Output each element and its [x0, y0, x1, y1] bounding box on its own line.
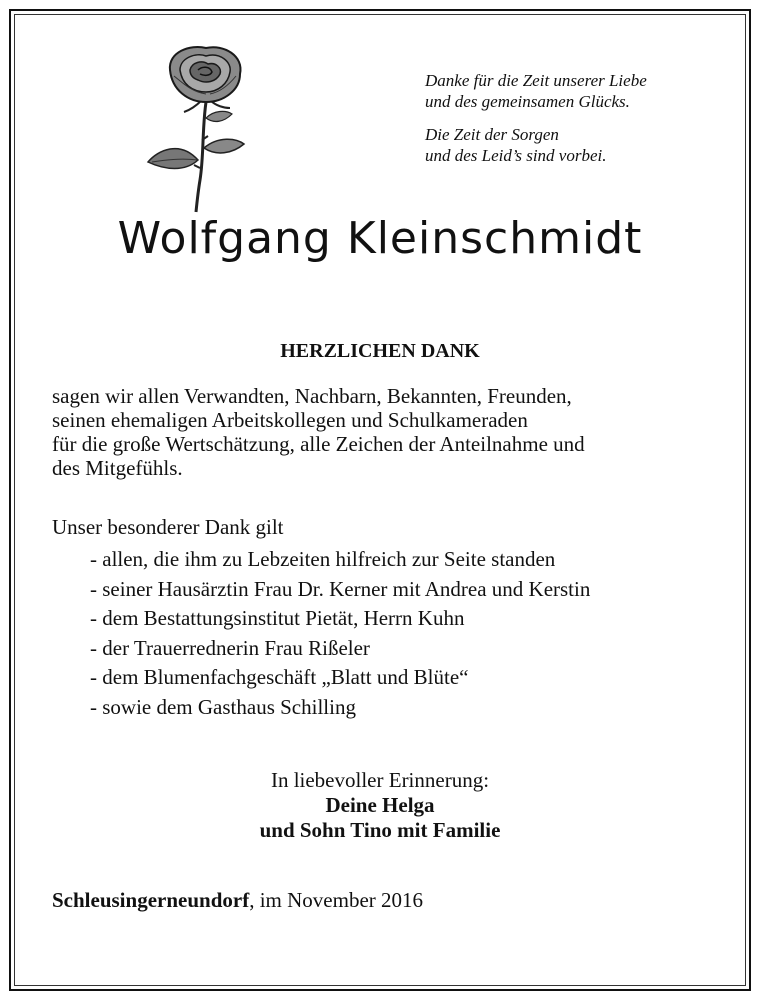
signature-intro: In liebevoller Erinnerung: [270, 768, 490, 792]
place-date-text: , im November 2016 [249, 888, 424, 912]
thanks-body [52, 384, 732, 480]
quote-block-1 [425, 70, 647, 112]
quote-line: und des gemeinsamen Glücks. [425, 92, 630, 111]
deceased-name: Wolfgang Kleinschmidt [117, 213, 643, 264]
list-item: - sowie dem Gasthaus Schilling [90, 694, 356, 719]
list-item: - der Trauerrednerin Frau Rißeler [90, 635, 370, 660]
list-item: - allen, die ihm zu Lebzeiten hilfreich zur Seite standen [90, 547, 556, 571]
body-line: des Mitgefühls. [52, 456, 183, 480]
rose-icon [140, 40, 260, 215]
place-town: Schleusingerneundorf [52, 888, 250, 912]
list-item: - dem Bestattungsinstitut Pietät, Herrn Kuhn [90, 606, 465, 630]
thanks-intro: Unser besonderer Dank gilt [52, 515, 284, 539]
signature-family: und Sohn Tino mit Familie [259, 818, 501, 842]
list-item: - seiner Hausärztin Frau Dr. Kerner mit Andrea und Kerstin [90, 576, 591, 601]
quote-block-2 [425, 124, 607, 166]
list-item: - dem Blumenfachgeschäft „Blatt und Blüte“ [90, 665, 469, 689]
body-line: für die große Wertschätzung, alle Zeichen der Anteilnahme und [52, 432, 585, 456]
thanks-heading: HERZLICHEN DANK [280, 340, 480, 362]
quote-line: Danke für die Zeit unserer Liebe [425, 71, 647, 90]
quote-line: Die Zeit der Sorgen [425, 125, 559, 144]
signature-block [0, 768, 760, 843]
thanks-list [90, 545, 590, 722]
place-date [52, 888, 423, 913]
body-line: sagen wir allen Verwandten, Nachbarn, Bekannten, Freunden, [52, 384, 572, 408]
quote-line: und des Leid’s sind vorbei. [425, 146, 607, 165]
signature-name: Deine Helga [325, 793, 435, 817]
body-line: seinen ehemaligen Arbeitskollegen und Schulkameraden [52, 408, 528, 432]
